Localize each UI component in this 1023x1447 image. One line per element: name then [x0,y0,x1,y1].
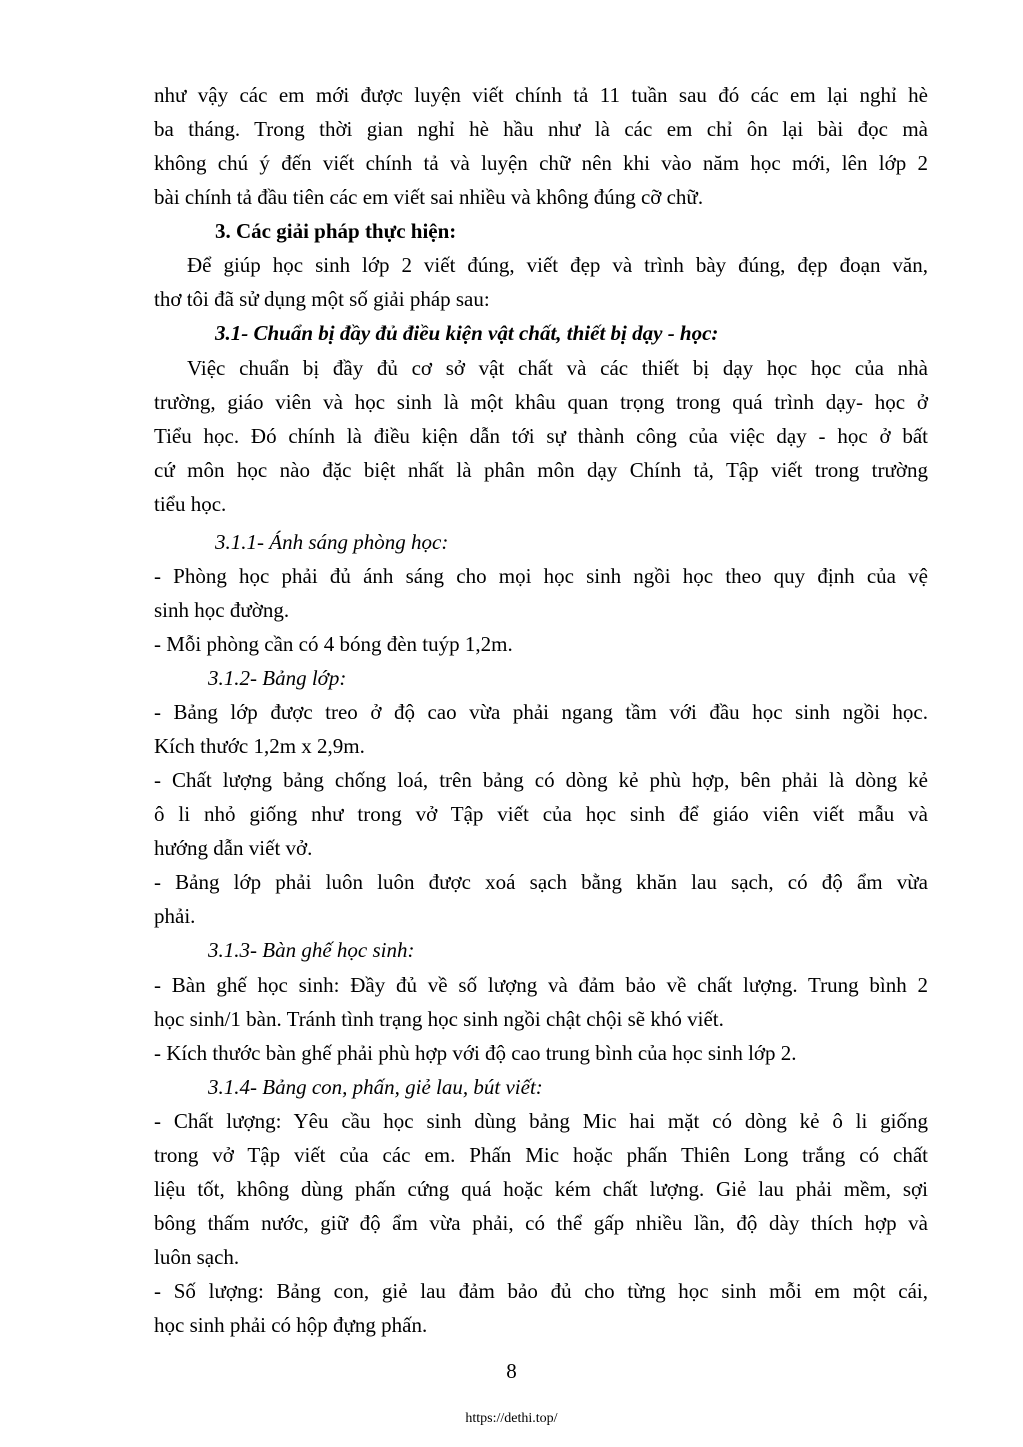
text-line: trường, giáo viên và học sinh là một khâu quan trọng trong quá trình dạy- học ở [154,390,928,414]
footer-url[interactable]: https://dethi.top/ [465,1411,558,1426]
text-line: - Bảng lớp phải luôn luôn được xoá sạch bằng khăn lau sạch, có độ ẩm vừa [154,870,928,894]
text-line: sinh học đường. [154,598,290,622]
text-line: không chú ý đến viết chính tả và luyện chữ nên khi vào năm học mới, lên lớp 2 [154,151,928,175]
text-line: ba tháng. Trong thời gian nghỉ hè hầu như là các em chỉ ôn lại bài đọc mà [154,117,928,141]
subsubsection-heading: 3.1.1- Ánh sáng phòng học: [215,530,449,554]
text-line: như vậy các em mới được luyện viết chính tả 11 tuần sau đó các em lại nghỉ hè [154,83,928,107]
text-line: - Bàn ghế học sinh: Đầy đủ về số lượng và đảm bảo về chất lượng. Trung bình 2 [154,973,928,997]
text-line: bài chính tả đầu tiên các em viết sai nhiều và không đúng cỡ chữ. [154,185,704,209]
text-line: trong vở Tập viết của các em. Phấn Mic hoặc phấn Thiên Long trắng có chất [154,1143,928,1167]
subsection-heading: 3.1- Chuẩn bị đầy đủ điều kiện vật chất, thiết bị dạy - học: [215,321,719,345]
text-line: - Phòng học phải đủ ánh sáng cho mọi học sinh ngồi học theo quy định của vệ [154,564,928,588]
page-number: 8 [506,1359,517,1383]
text-line: học sinh/1 bàn. Tránh tình trạng học sinh ngồi chật chội sẽ khó viết. [154,1007,724,1031]
subsubsection-heading: 3.1.2- Bảng lớp: [208,666,347,690]
text-line: - Kích thước bàn ghế phải phù hợp với độ cao trung bình của học sinh lớp 2. [154,1041,797,1065]
subsubsection-heading: 3.1.4- Bảng con, phấn, giẻ lau, bút viết: [208,1075,543,1099]
text-line: - Bảng lớp được treo ở độ cao vừa phải ngang tầm với đầu học sinh ngồi học. [154,700,928,724]
text-line: thơ tôi đã sử dụng một số giải pháp sau: [154,287,490,311]
text-line: bông thấm nước, giữ độ ẩm vừa phải, có thể gấp nhiều lần, độ dày thích hợp và [154,1211,928,1235]
section-heading: 3. Các giải pháp thực hiện: [215,219,457,243]
text-line: Tiểu học. Đó chính là điều kiện dẫn tới sự thành công của việc dạy - học ở bất [154,424,928,448]
text-line: phải. [154,904,196,928]
text-line: - Mỗi phòng cần có 4 bóng đèn tuýp 1,2m. [154,632,513,656]
text-line: luôn sạch. [154,1245,240,1269]
text-line: - Số lượng: Bảng con, giẻ lau đảm bảo đủ cho từng học sinh mỗi em một cái, [154,1279,928,1303]
text-line: tiểu học. [154,492,227,516]
text-line: Để giúp học sinh lớp 2 viết đúng, viết đẹp và trình bày đúng, đẹp đoạn văn, [187,253,928,277]
subsubsection-heading: 3.1.3- Bàn ghế học sinh: [208,938,415,962]
text-line: học sinh phải có hộp đựng phấn. [154,1313,428,1337]
text-line: liệu tốt, không dùng phấn cứng quá hoặc kém chất lượng. Giẻ lau phải mềm, sợi [154,1177,928,1201]
text-line: ô li nhỏ giống như trong vở Tập viết của học sinh để giáo viên viết mẫu và [154,802,928,826]
text-line: cứ môn học nào đặc biệt nhất là phân môn dạy Chính tả, Tập viết trong trường [154,458,928,482]
text-line: hướng dẫn viết vở. [154,836,313,860]
text-line: - Chất lượng: Yêu cầu học sinh dùng bảng Mic hai mặt có dòng kẻ ô li giống [154,1109,928,1133]
text-line: - Chất lượng bảng chống loá, trên bảng có dòng kẻ phù hợp, bên phải là dòng kẻ [154,768,928,792]
text-line: Việc chuẩn bị đầy đủ cơ sở vật chất và các thiết bị dạy học học của nhà [187,356,928,380]
text-line: Kích thước 1,2m x 2,9m. [154,734,365,758]
